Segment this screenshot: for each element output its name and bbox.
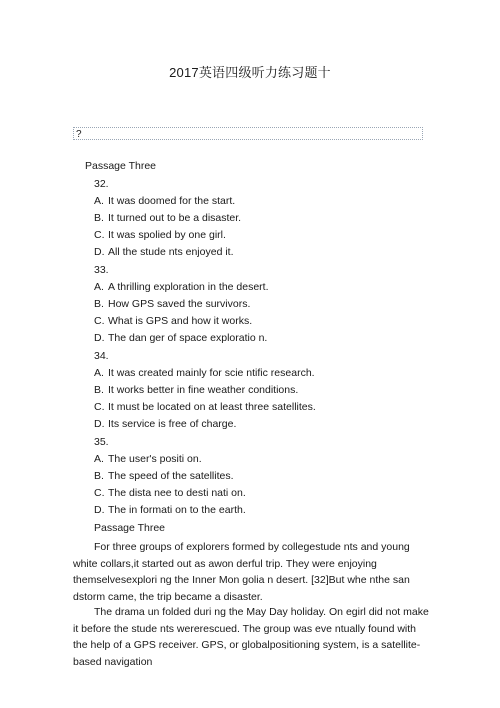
option-text: It was spolied by one girl. bbox=[108, 229, 226, 241]
answer-option bbox=[94, 487, 246, 499]
option-text: Its service is free of charge. bbox=[108, 418, 237, 430]
question-number: 34. bbox=[94, 350, 109, 362]
answer-option bbox=[94, 212, 241, 224]
question-number: 35. bbox=[94, 436, 109, 448]
option-letter: A. bbox=[94, 367, 104, 379]
passage-paragraph: For three groups of explorers formed by collegestude nts and young white collars,it started out as awon derful trip. They were enjoying themselvesexplori ng the Inner Mon golia n desert. [32]But whe nthe san dstorm came, the trip became a disaster. bbox=[73, 541, 410, 603]
option-letter: A. bbox=[94, 281, 104, 293]
option-text: A thrilling exploration in the desert. bbox=[108, 281, 269, 293]
option-letter: B. bbox=[94, 470, 104, 482]
question-number: 33. bbox=[94, 264, 109, 276]
option-letter: D. bbox=[94, 332, 105, 344]
option-text: It must be located on at least three satellites. bbox=[108, 401, 316, 413]
answer-option bbox=[94, 195, 235, 207]
question-number: 32. bbox=[94, 178, 109, 190]
option-letter: D. bbox=[94, 418, 105, 430]
option-letter: D. bbox=[94, 504, 105, 516]
answer-option bbox=[94, 246, 234, 258]
answer-option bbox=[94, 281, 269, 293]
option-text: It turned out to be a disaster. bbox=[108, 212, 242, 224]
option-text: All the stude nts enjoyed it. bbox=[108, 246, 234, 258]
option-text: It was created mainly for scie ntific research. bbox=[108, 367, 315, 379]
page-title: 2017英语四级听力练习题十 bbox=[169, 65, 331, 80]
answer-option bbox=[94, 367, 315, 379]
option-letter: C. bbox=[94, 401, 105, 413]
answer-option bbox=[94, 504, 246, 516]
passage-heading: Passage Three bbox=[85, 160, 157, 172]
answer-option bbox=[94, 332, 267, 344]
option-text: The in formati on to the earth. bbox=[108, 504, 246, 516]
unrendered-content-box: ? bbox=[73, 127, 423, 140]
answer-option bbox=[94, 470, 234, 482]
option-letter: A. bbox=[94, 195, 104, 207]
answer-option bbox=[94, 453, 202, 465]
option-letter: C. bbox=[94, 315, 105, 327]
option-text: How GPS saved the survivors. bbox=[108, 298, 251, 310]
option-letter: C. bbox=[94, 229, 105, 241]
answer-option bbox=[94, 384, 298, 396]
answer-option bbox=[94, 315, 252, 327]
option-text: It was doomed for the start. bbox=[108, 195, 236, 207]
option-text: The dan ger of space exploratio n. bbox=[108, 332, 268, 344]
option-letter: B. bbox=[94, 212, 104, 224]
passage-heading: Passage Three bbox=[94, 522, 166, 534]
passage-paragraph: The drama un folded duri ng the May Day holiday. On egirl did not make it before the stude nts wererescued. The group was eve ntually found with the help of a GPS receiver. GPS, or globalpositioning system, is a satellite-based navigation bbox=[73, 606, 429, 668]
answer-option bbox=[94, 298, 250, 310]
option-letter: D. bbox=[94, 246, 105, 258]
option-text: What is GPS and how it works. bbox=[108, 315, 253, 327]
option-letter: B. bbox=[94, 384, 104, 396]
answer-option bbox=[94, 401, 316, 413]
option-text: It works better in fine weather conditions. bbox=[108, 384, 299, 396]
option-letter: C. bbox=[94, 487, 105, 499]
option-text: The speed of the satellites. bbox=[108, 470, 234, 482]
option-text: The user's positi on. bbox=[108, 453, 202, 465]
option-letter: B. bbox=[94, 298, 104, 310]
option-text: The dista nee to desti nati on. bbox=[108, 487, 246, 499]
option-letter: A. bbox=[94, 453, 104, 465]
answer-option bbox=[94, 229, 226, 241]
answer-option bbox=[94, 418, 236, 430]
